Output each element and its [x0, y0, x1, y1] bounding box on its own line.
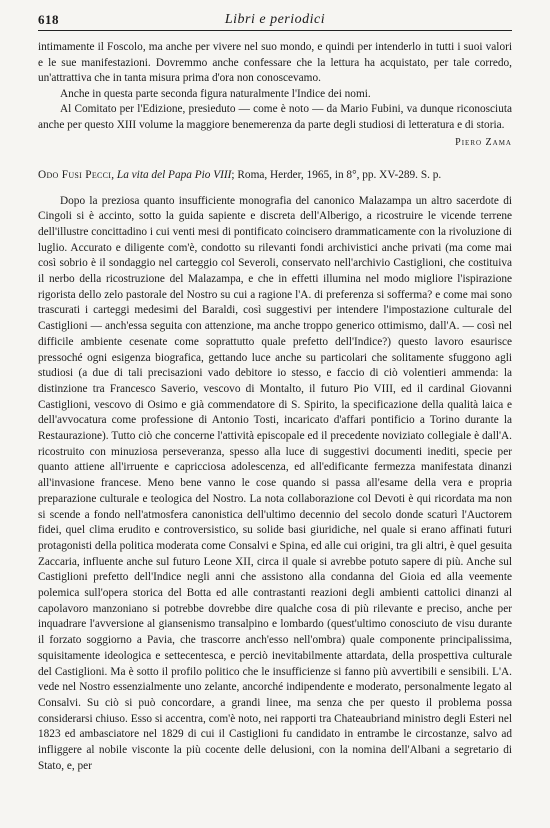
prev-review-paragraph: Anche in questa parte seconda figura naturalmente l'Indice dei nomi. [60, 87, 371, 100]
running-header [38, 10, 512, 31]
review-paragraph: Dopo la preziosa quanto insufficiente monografia del canonico Malazampa un altro sacerdote di Cingoli si è accinto, sotto la guida sapiente e discreta dell'Alberigo, a ricostruire le vicende terrene dell'illustre concittadino i cui venti mesi di pontificato coincisero drammaticamente con la rivoluzione di luglio. Accurato e diligente com'è, condotto su rilevanti fondi archivistici anche privati (ma come mai così sobrio è il sondaggio nel carteggio col Severoli, conservato nell'archivio Castiglioni, che costituiva il nerbo della ricostruzione del Malazampa, e che in effetti illumina nel modo migliore l'ispirazione rigorista dello zelo pastorale del Nostro su cui a ragione l'A. di preferenza si sofferma? e come mai sono trascurati i carteggi medesimi del Baraldi, così suggestivi per intendere l'impostazione culturale del Castiglioni — anch'essa seguita con attenzione, ma anche troppo generico ottimismo, dall'A. — così nel difficile ambiente cesenate come soprattutto quale prefetto dell'Indice?) questo lavoro esaurisce pressoché ogni esigenza biografica, gettando luce anche su particolari che solitamente sfuggono agli studiosi (a due di tali precisazioni vado debitore io stesso, e faccio di ciò volentieri ammenda: la distinzione tra Francesco Saverio, vescovo di Montalto, il futuro Pio VIII, ed il cardinal Giovanni Castiglioni, vescovo di Osimo e già commendatore di S. Spirito, la specificazione della qualità laica e dell'avvocatura come professione di Antonio Tosti, incaricato d'affari pontificio a Torino durante la Restaurazione). Tutto ciò che concerne l'attività episcopale ed il precedente noviziato collegiale è dall'A. ricostruito con minuziosa perseveranza, spesso alla luce di suggestivi documenti inediti, specie per quanto attiene all'irruente e capricciosa adolescenza, ed all'edificante fermezza manifestata dinanzi all'invasione francese. Meno bene vanno le cose quando si passa all'esame della vera e propria preparazione culturale e teologica del Nostro. La nota collaborazione col Devoti è qui ricordata ma non si scende a fondo nell'atmosfera canonistica dell'ultimo decennio del secolo donde scaturì l'Auctorem fidei, quel clima erudito e controversistico, su solide basi giuridiche, nel quale si erano affinati futuri protagonisti della politica moderata come Consalvi e Spina, ed alle cui origini, tra gli altri, è quel gesuita Zaccaria, influente anche sul futuro Leone XII, circa il quale si avrebbe potuto sapere di più. Anche sul Castiglioni prefetto dell'Indice negli anni che assistono alla condanna del Gioia ed alla veemente polemica sull'opera storica del Botta ed alle contrastanti reazioni degli ambienti cattolici dinanzi al capolavoro manzoniano si potrebbe dovrebbe dire qualche cosa di più rilevante e preciso, anche per inquadrare l'avversione al giansenismo transalpino e lombardo (quest'ultimo conosciuto de visu durante il forzato soggiorno a Pavia, che trascorre anch'esso nell'ombra) quale componente principalissima, squisitamente ideologica e settecentesca, e perciò inevitabilmente attardata, della prospettiva culturale del Castiglioni. Ma è sotto il profilo politico che le insufficienze si fanno più avvertibili e sensibili. L'A. vede nel Nostro essenzialmente uno zelante, ancorché indipendente e moderato, personalmente legato al Consalvi. Su ciò si può concordare, a grandi linee, ma senza che per questo il problema possa considerarsi chiuso. Esso si accentra, com'è noto, nei rapporti tra Chateaubriand ministro degli Esteri nel 1823 ed ambasciatore nel 1829 di cui il Castiglioni fu candidato in entrambe le circostanze, salvo ad infliggere al nobile visconte la più cocente delle delusioni, con la nomina dell'Albani a segretario di Stato, e, per [38, 194, 512, 772]
reviewer-signature: Piero Zama [455, 137, 512, 148]
page-body [38, 40, 512, 775]
book-title: La vita del Papa Pio VIII [116, 169, 232, 181]
running-title: Libri e periodici [224, 12, 326, 27]
prev-review-paragraph: Al Comitato per l'Edizione, presieduto — come è noto — da Mario Fubini, va dunque riconosciuta anche per questo XIII volume la maggiore benemerenza da parte degli studiosi di letteratura e di storia. [38, 103, 512, 131]
prev-review-paragraph: intimamente il Foscolo, ma anche per vivere nel suo mondo, e quindi per intenderlo in tutti i suoi valori e le sue manifestazioni. Dovremmo anche confessare che la lettura ha acquistato, per tale corredo, un'attrattiva che in tanta misura prima d'ora non conoscevamo. [38, 41, 512, 84]
review-text [38, 194, 512, 775]
book-author: Odo Fusi Pecci [38, 169, 112, 181]
book-publication: ; Roma, Herder, 1965, in 8°, pp. XV-289. S. p. [231, 169, 442, 181]
page-number: 618 [38, 12, 59, 27]
review-heading: Odo Fusi Pecci, La vita del Papa Pio VIII; Roma, Herder, 1965, in 8°, pp. XV-289. S. p. [38, 169, 442, 181]
